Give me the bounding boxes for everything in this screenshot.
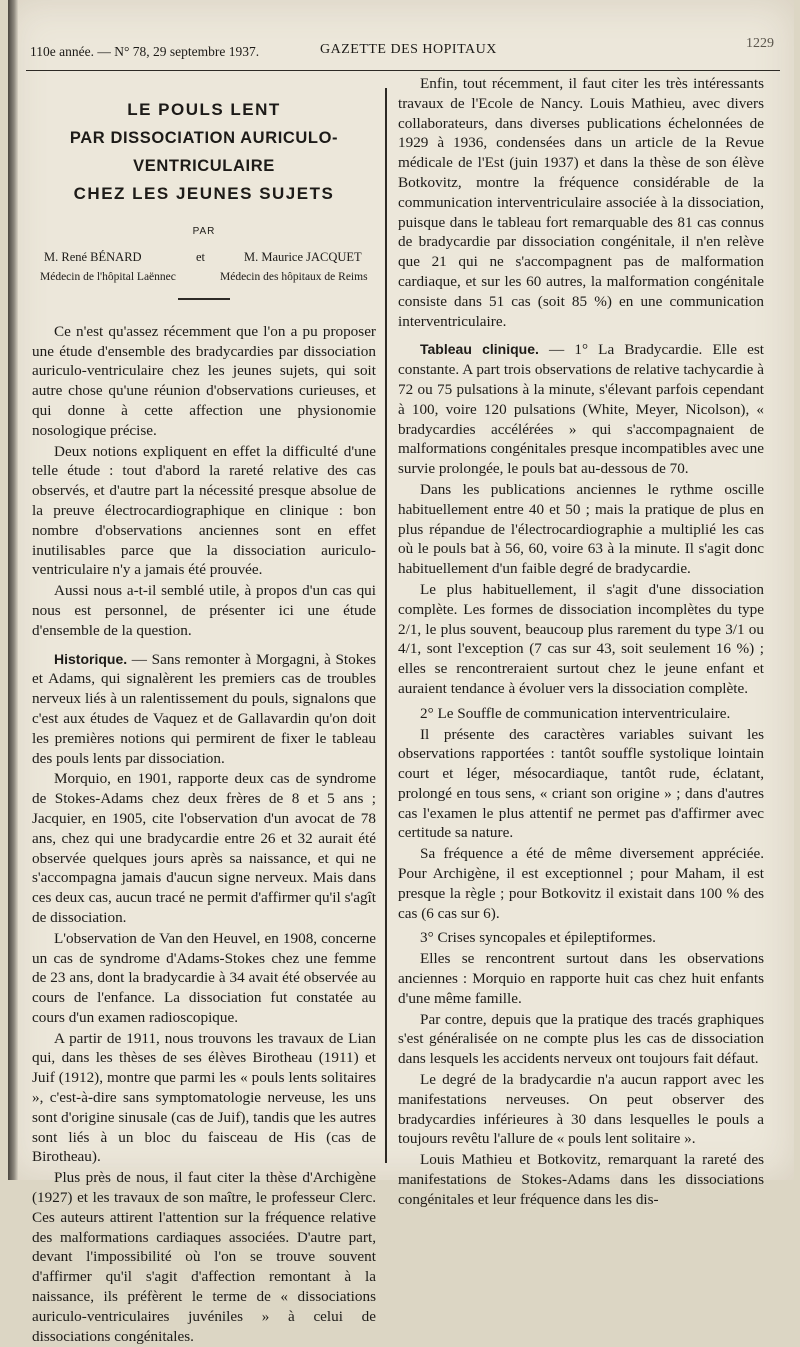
issue-info: 110e année. — N° 78, 29 septembre 1937. (30, 44, 260, 59)
paragraph: 3° Crises syncopales et épileptiformes. (420, 929, 656, 947)
title-line-3: CHEZ LES JEUNES SUJETS (73, 184, 335, 203)
paragraph: Deux notions expliquent en effet la difficulté d'une telle étude : tout d'abord la rareté relative des cas observés, et d'autre part la nécessité presque absolue de la preuve électrocardiographique en clinique : bon nombre d'observations anciennes sont en effet inutilisables parce que la dissociation auriculo-ventriculaire n'y a jamais été prouvée. (32, 442, 376, 579)
author-2: M. Maurice JACQUET (244, 249, 362, 264)
running-header (20, 36, 774, 66)
paragraph: Le plus habituellement, il s'agit d'une dissociation complète. Les formes de dissociation incomplètes du type 2/1, le plus souvent, beaucoup plus rarement du type 3/1 ou 4/1, sont l'exception (7 cas sur 43, soit seulement 16 %) ; elles se rencontreraient surtout chez le jeune enfant et auraient tendance à évoluer vers la dissociation complète. (398, 580, 764, 697)
column-divider (385, 88, 387, 1163)
header-rule (26, 70, 780, 71)
author-joiner: et (196, 249, 206, 264)
paragraph: Sa fréquence a été de même diversement appréciée. Pour Archigène, il est exceptionnel ; pour Maham, il est presque la règle ; pour Botkovitz il existait dans 100 % des cas (6 cas sur 6). (398, 845, 764, 922)
right-column (398, 74, 764, 1211)
paragraph: Dans les publications anciennes le rythme oscille habituellement entre 40 et 50 ; mais la pratique de plus en plus répandue de l'électrocardiographie a multiplié les cas où le pouls bat à 56, 60, voire 63 à la minute. Il s'agit donc habituellement d'un faible degré de bradycardie. (398, 480, 764, 578)
article-title (32, 96, 376, 208)
title-line-1: LE POULS LENT (127, 100, 281, 119)
paragraph: Il présente des caractères variables suivant les observations rapportées : tantôt souffle systolique lointain court et léger, mésocardiaque, tantôt rude, éclatant, prolongé en tous sens, « criant son origine » ; dans d'autres cas l'examen le plus attentif ne permet pas d'affirmer avec certitude sa nature. (398, 725, 764, 842)
byline-par: PAR (192, 226, 216, 237)
author-1-role: Médecin de l'hôpital Laënnec (40, 270, 176, 283)
author-2-role: Médecin des hôpitaux de Reims (220, 270, 368, 283)
paragraph: Par contre, depuis que la pratique des tracés graphiques s'est généralisée on ne compte plus les cas de dissociation dans lesquels les accidents nerveux ont toujours fait défaut. (398, 1010, 764, 1068)
historique-paragraph (32, 650, 376, 769)
paragraph: Ce n'est qu'assez récemment que l'on a pu proposer une étude d'ensemble des bradycardies par dissociation auriculo-ventriculaire chez les jeunes sujets, qui soit autre chose qu'une réunion d'observations curieuses, et qui donne à cette affection une physionomie nosologique précise. (32, 322, 376, 439)
left-column (32, 74, 376, 1347)
title-rule (178, 298, 230, 300)
paragraph: Aussi nous a-t-il semblé utile, à propos d'un cas qui nous est personnel, de présenter ici une étude d'ensemble de la question. (32, 582, 376, 639)
paragraph: A partir de 1911, nous trouvons les travaux de Lian qui, dans les thèses de ses élèves Birotheau (1911) et Juif (1912), montre que parmi les « pouls lents solitaires », c'est-à-dire sans symptomatologie nerveuse, les uns sont d'origine sinusale (cas de Juif), tandis que les autres sont liés à un bloc du faisceau de His (cas de Birotheau). (32, 1029, 376, 1166)
book-spine-shadow (8, 0, 18, 1180)
paragraph: Le degré de la bradycardie n'a aucun rapport avec les manifestations nerveuses. On peut observer des bradycardies inférieures à 30 dans lesquelles le pouls a toujours revêtu l'allure de « pouls lent solitaire ». (398, 1071, 764, 1148)
tableau-paragraph (398, 340, 764, 479)
paragraph: Louis Mathieu et Botkovitz, remarquant la rareté des manifestations de Stokes-Adams dans les dissociations congénitales et leur fréquence dans les dis- (398, 1151, 764, 1208)
historique-text: — Sans remonter à Morgagni, à Stokes et Adams, qui signalèrent les premiers cas de troubles nerveux liés à un ralentissement du pouls, signalons que c'est aux études de Vaquez et de Gallavardin qu'on doit les premières notions qui permirent de fixer le tableau des pouls lents par dissociation. (32, 650, 376, 767)
section-heading-historique: Historique. (54, 650, 128, 667)
paragraph: 2° Le Souffle de communication interventriculaire. (420, 704, 731, 722)
journal-name: GAZETTE DES HOPITAUX (320, 42, 497, 57)
paragraph: Morquio, en 1901, rapporte deux cas de syndrome de Stokes-Adams chez deux frères de 8 et 5 ans ; Jacquier, en 1905, cite l'observation d'un avocat de 78 ans, chez qui une bradycardie entre 26 et 32 aurait été observée quelques jours après sa naissance, et qui ne s'accompagna jamais d'aucun signe nerveux. Mais dans ces deux cas, aucun tracé ne permit d'affirmer qu'il s'agît de dissociation. (32, 770, 376, 926)
paragraph: Elles se rencontrent surtout dans les observations anciennes : Morquio en rapporte huit cas chez huit enfants d'une même famille. (398, 950, 764, 1007)
section-heading-tableau: Tableau clinique. (420, 341, 539, 358)
title-line-2: PAR DISSOCIATION AURICULO-VENTRICULAIRE (69, 129, 339, 175)
paragraph: Enfin, tout récemment, il faut citer les très intéressants travaux de l'Ecole de Nancy. Louis Mathieu, avec divers collaborateurs, dans diverses publications échelonnées de 1929 à 1936, condensées dans un article de la Revue médicale de l'Est (juin 1937) et dans la thèse de son élève Botkovitz, montre la fréquence considérable de la communication interventriculaire associée à la dissociation, puisque dans le tableau fort remarquable des 81 cas connus de bradycardie par dissociation congénitale, il n'en relève que 21 qui ne s'accompagnent pas de malformation cardiaque, et sur les 60 autres, la malformation congénitale consiste dans 51 cas (soit 85 %) en une communication interventriculaire. (398, 75, 764, 330)
author-1: M. René BÉNARD (44, 249, 142, 264)
paragraph: L'observation de Van den Heuvel, en 1908, concerne un cas de syndrome d'Adams-Stokes chez une femme de 23 ans, dont la bradycardie à 34 avait été observée au cours de l'enfance. La dissociation fut constatée au cours d'un examen radioscopique. (32, 929, 376, 1026)
authors-block (32, 246, 376, 288)
journal-page (8, 0, 794, 1345)
tableau-text: — 1° La Bradycardie. Elle est constante. A part trois observations de relative tachycardie à 72 ou 75 pulsations à la minute, s'élevant parfois cependant à 100, voire 120 pulsations (White, Meyer, Nicolson), « bradycardies accélérées » qui s'accompagnaient de malformations congénitales presque incompatibles avec une survie prolongée, le pouls bat au-dessous de 70. (398, 341, 764, 478)
page-number: 1229 (746, 36, 774, 51)
paragraph: Plus près de nous, il faut citer la thèse d'Archigène (1927) et les travaux de son maître, le professeur Clerc. Ces auteurs attirent l'attention sur la fréquence relative des malformations cardiaques associées. D'autre part, devant l'impossibilité où l'on se trouve souvent d'affirmer qu'il s'agit d'affection remontant à la naissance, ils préfèrent le terme de « dissociations auriculo-ventriculaires juvéniles » à celui de dissociations congénitales. (32, 1169, 376, 1345)
